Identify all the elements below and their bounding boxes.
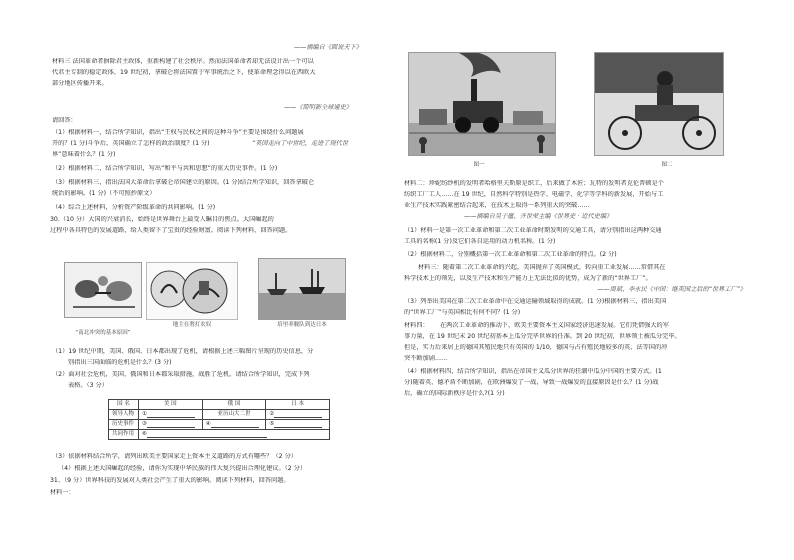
table-row — [109, 410, 330, 420]
material-one-label: 材料一： — [50, 489, 75, 496]
image-caption-1: “南北冲突的基本原因” — [75, 330, 131, 336]
automobile-icon — [595, 53, 724, 156]
figure-2-caption: 图二 — [661, 162, 673, 168]
answer-cell[interactable] — [202, 420, 266, 430]
blank-number: ② — [269, 410, 275, 417]
answer-table — [108, 399, 330, 440]
material-two-text: 业生产技术实践紧密结合起来，在技术上取得一系列重大的突破…… — [404, 202, 590, 209]
right-question-4-text: 后，确立的国际新秩序是什么?(1 分) — [404, 390, 505, 397]
question-2-text: （2）根据材料二，结合所学知识，写出“和平与共和思想”的重大历史事件。(1 分) — [52, 165, 278, 172]
sub-question-3-text: （3）依据材料结合所学，请列出欧美主要国家走上资本主义道路的方式有哪些？（2 分） — [52, 453, 297, 460]
answer-cell[interactable] — [138, 410, 202, 420]
blank-number: ④ — [205, 420, 211, 427]
table-header: 美 国 — [138, 400, 202, 410]
material-three-text: 材料三 法国革命者摒除君主政体，重新构建了社会秩序。然而法国革命者却无法设计出一个可以 — [52, 58, 314, 65]
right-question-2-text: （2）根据材料二，分别概括第一次工业革命和第二次工业革命的特点。(2 分) — [404, 251, 617, 258]
blank-number: ⑥ — [141, 430, 147, 437]
question-1-text: （1）根据材料一，结合所学知识，指出“王权与民权之间的这种斗争”主要是围绕什么问题展 — [52, 129, 304, 136]
question-30-text: 30.（10 分）大国的兴衰消长，始终是世界舞台上最受人瞩目的焦点。大国崛起的 — [50, 216, 274, 223]
answer-blank[interactable] — [147, 421, 195, 428]
blank-number: ① — [141, 410, 147, 417]
answer-blank[interactable] — [147, 411, 195, 418]
image-caption-3: 培里率舰队到达日本 — [277, 322, 327, 328]
cartoon-figures-icon — [65, 263, 142, 318]
table-header-row — [109, 400, 330, 410]
table-row-label: 共同作用 — [109, 430, 139, 440]
answer-blank[interactable] — [274, 421, 322, 428]
sub-question-2-text: 表格。（3 分） — [68, 382, 108, 389]
question-1-quote: “英国走向了中世纪，走进了现代世 — [252, 140, 349, 147]
question-3-text: 统治的影响。(1 分)（不可照抄原文） — [52, 190, 156, 197]
table-row-label: 历史事件 — [109, 420, 139, 430]
image-caption-2: 地主在奢打农奴 — [172, 322, 212, 328]
landlord-serf-icon — [147, 263, 238, 320]
figure-2-car-image — [594, 52, 724, 156]
table-cell: 亚历山大二世 — [202, 410, 266, 420]
figure-1-locomotive-image — [408, 52, 556, 156]
answer-cell[interactable] — [138, 420, 202, 430]
answer-prompt: 请回答： — [52, 117, 77, 124]
table-row — [109, 430, 330, 440]
ships-icon — [259, 259, 346, 320]
source-citation-3: ——摘编自吴于廑、齐世荣主编《世界史 · 近代史编》 — [464, 213, 613, 220]
answer-blank[interactable] — [274, 411, 322, 418]
blank-number: ⑤ — [269, 420, 275, 427]
material-four-text: 事力量，在 19 世纪末 20 世纪初基本上瓜分完毕世界的任准。到 20 世纪初，世界领土被瓜分完毕。 — [404, 333, 681, 340]
source-citation-2: ——《简明新全球通史》 — [283, 104, 352, 111]
blank-number: ③ — [141, 420, 147, 427]
answer-cell[interactable] — [266, 420, 330, 430]
cartoon-image-1 — [64, 262, 142, 318]
sub-question-4-text: （4）根据上述大国崛起的经验，请你为实现中华民族的伟大复兴提出合理化建议。（2 分） — [58, 465, 307, 472]
material-three-right-text: 材料三：随着第二次工业革命的兴起，美国抛弃了英国模式，转向重工业发展……常借其在 — [418, 264, 666, 271]
right-question-4-text: 分)随着英、德矛盾不断加剧，在欧洲爆发了一战，导致一战爆发的直接原因是什么？(1 分)战 — [404, 379, 659, 386]
material-three-right-text: 科学技术上的领先，以及生产技术和生产能力上无法比拟的优势，成为了新的“世界工厂”。 — [404, 275, 652, 282]
answer-cell[interactable] — [266, 410, 330, 420]
question-30-text: 过程中各具特色的发展道路，给人类留下了宝贵的经验财富。阅读下列材料，回答问题。 — [50, 227, 292, 234]
question-3-text: （3）根据材料三，指出法国大革命后拿破仑帝国建立的原因。(1 分)结合所学知识，回答拿破仑 — [52, 179, 315, 186]
question-31-text: 31、（9 分）世界科技的发展对人类社会产生了重大的影响。阅读下列材料，回答问题。 — [50, 477, 290, 484]
figure-1-caption: 图一 — [473, 162, 485, 168]
source-citation-1: ——摘编自《圆说天下》 — [293, 44, 362, 51]
material-four-text: 但是，实力后来居上的德国其殖民地只有英国的 1/10，德国与占有殖民地较多的英、法等国的冲 — [404, 344, 668, 351]
table-header: 日 本 — [266, 400, 330, 410]
cartoon-image-2 — [146, 262, 238, 320]
table-row-label: 领导人物 — [109, 410, 139, 420]
answer-cell[interactable] — [138, 430, 329, 440]
table-row — [109, 420, 330, 430]
question-4-text: （4）综合上述材料，分析资产阶级革命的共同影响。(1 分) — [52, 204, 216, 211]
table-header: 国 名 — [109, 400, 139, 410]
material-three-text: 部分地区传播开来。 — [52, 80, 108, 87]
material-three-text: 代君主专制的稳定政体，19 世纪初，拿破仑将法国置于军事统治之下，使革命理念得以在西欧大 — [52, 69, 316, 76]
question-1-text: 开的？(1 分)斗争后，英国确立了怎样的政治制度？(1 分) — [52, 140, 210, 147]
material-four-label: 材料四： — [404, 322, 429, 329]
sub-question-1-text: （1）19 世纪中期，美国、俄国、日本都出现了危机，请根据上述三幅图片呈现的历史信息，分 — [52, 348, 314, 355]
question-1-text: 界”意味着什么？(1 分) — [52, 151, 116, 158]
right-question-1-text: 工具的名称(1 分)及它们各自运用的动力机名称。(1 分) — [404, 238, 556, 245]
right-question-1-text: （1）材料一是第一次工业革命和第二次工业革命时期发明的交通工具，请分别指出这两种交通 — [404, 227, 662, 234]
right-question-3-text: 的“世界工厂”与英国相比有何不同？(1 分) — [404, 309, 521, 316]
material-four-text: 在两次工业革命的推动下，欧美主要资本主义国家经济迅速发展。它们凭借强大的军 — [440, 322, 669, 329]
material-two-text: 纺织工厂工人……在 19 世纪，自然科学特别是热学、电磁学、化学等学科的新发展，开始与工 — [404, 191, 664, 198]
sub-question-2-text: （2）面对社会危机，美国、俄国和日本都采取措施，战胜了危机。请结合所学知识，完成下列 — [52, 371, 310, 378]
answer-blank[interactable] — [147, 431, 267, 438]
material-four-text: 突不断加剧…… — [404, 355, 448, 362]
right-question-4-text: （4）根据材料四，结合所学知识，指出在帝国主义瓜分世界的狂潮中瓜分中国的主要方式。(1 — [404, 368, 662, 375]
answer-blank[interactable] — [211, 421, 259, 428]
locomotive-icon — [409, 53, 556, 156]
table-header: 俄 国 — [202, 400, 266, 410]
photo-perry-fleet — [258, 258, 346, 320]
material-two-text: 材料二：珍妮纺纱机的发明者哈格里夫斯原是织工，后来做了木匠；瓦特的发明者克伦普顿是个 — [404, 180, 664, 187]
sub-question-1-text: 别指出三国面临的危机是什么？(3 分) — [68, 359, 172, 366]
right-question-3-text: （3）列举出美国在第二次工业革命中在交通运输领域取得的成就。(1 分)根据材料三，指出美国 — [404, 298, 667, 305]
source-citation-4: ——周斌、李永民《中国：继英国之后的“世界工厂”》 — [597, 286, 746, 293]
